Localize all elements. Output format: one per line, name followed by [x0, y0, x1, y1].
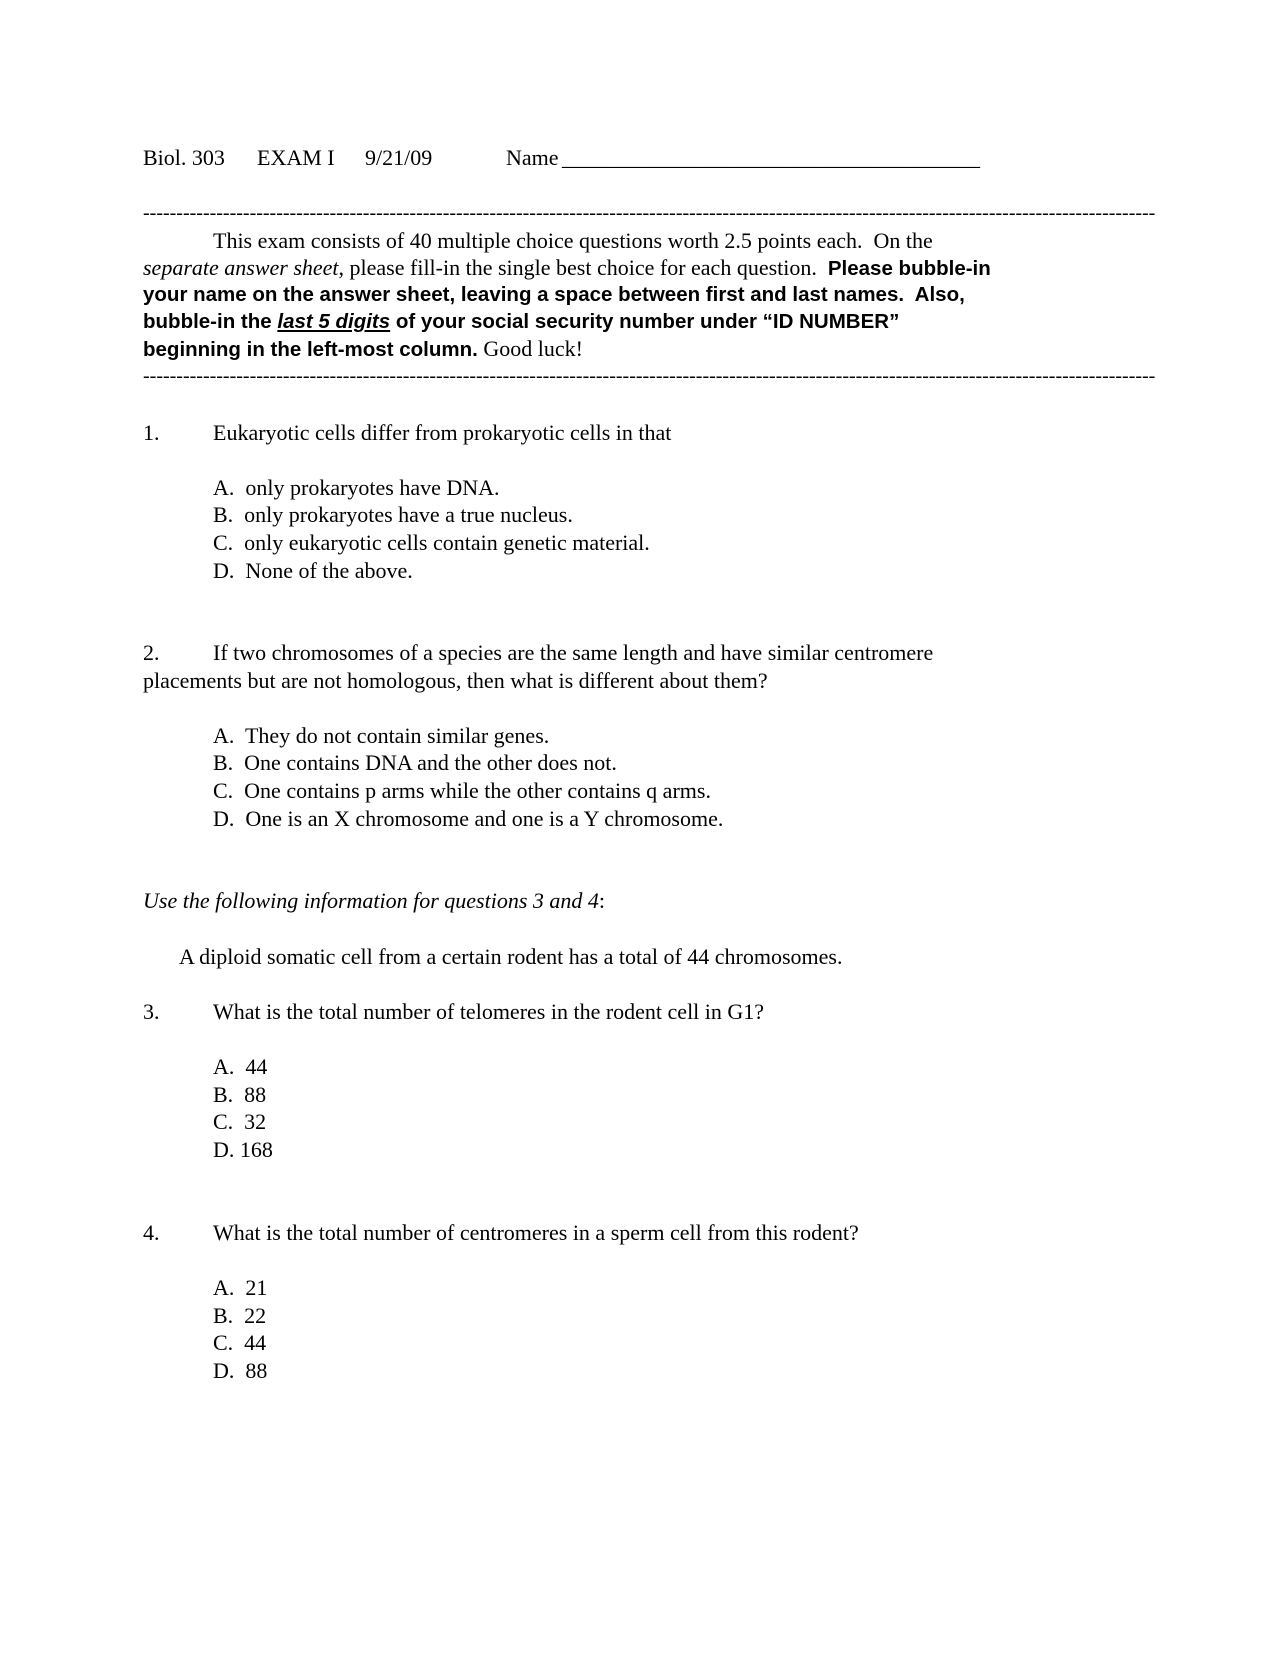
- option-c: C. 44: [213, 1330, 267, 1355]
- info-text: A diploid somatic cell from a certain rodent has a total of 44 chromosomes.: [179, 944, 843, 969]
- option-d: D. One is an X chromosome and one is a Y chromosome.: [213, 806, 724, 831]
- question-number: 4.: [143, 1220, 160, 1245]
- instructions-bold: beginning in the left-most column.: [143, 338, 478, 361]
- instructions-line-4: [143, 308, 899, 336]
- info-colon: :: [598, 888, 606, 913]
- question-text: Eukaryotic cells differ from prokaryotic cells in that: [213, 420, 672, 445]
- question-number: 2.: [143, 640, 160, 665]
- good-luck: Good luck!: [477, 336, 583, 361]
- instructions-text: , please fill-in the single best choice for each question.: [338, 255, 828, 280]
- last-digits-emphasis: last 5 digits: [277, 310, 391, 333]
- instructions-line-3: your name on the answer sheet, leaving a space between first and last names. Also,: [143, 283, 965, 306]
- option-c: C. 32: [213, 1109, 267, 1134]
- question-text-continued: placements but are not homologous, then what is different about them?: [143, 668, 768, 693]
- info-label: [143, 887, 605, 915]
- exam-label: EXAM I: [257, 145, 335, 170]
- option-b: B. One contains DNA and the other does not.: [213, 750, 617, 775]
- divider-bottom: --------------------------------------------------------------------------------------------------------------------------------------------------------: [143, 365, 1156, 387]
- question-number: 3.: [143, 999, 160, 1024]
- instructions-bold: Please bubble-in: [827, 257, 991, 280]
- option-d: D. None of the above.: [213, 558, 413, 583]
- option-c: C. One contains p arms while the other contains q arms.: [213, 778, 711, 803]
- option-a: A. only prokaryotes have DNA.: [213, 475, 500, 500]
- option-a: A. 44: [213, 1054, 268, 1079]
- answer-sheet-emphasis: separate answer sheet: [143, 255, 339, 280]
- name-label: Name: [506, 145, 559, 170]
- instructions-bold: bubble-in the: [143, 310, 278, 333]
- option-c: C. only eukaryotic cells contain genetic material.: [213, 530, 650, 555]
- option-d: D. 168: [213, 1137, 273, 1162]
- option-d: D. 88: [213, 1358, 268, 1383]
- instructions-bold: of your social security number under “ID NUMBER”: [390, 310, 900, 333]
- option-b: B. only prokaryotes have a true nucleus.: [213, 502, 573, 527]
- option-a: A. 21: [213, 1275, 268, 1300]
- question-text: If two chromosomes of a species are the same length and have similar centromere: [213, 640, 934, 665]
- option-a: A. They do not contain similar genes.: [213, 723, 550, 748]
- question-number: 1.: [143, 420, 160, 445]
- question-text: What is the total number of centromeres in a sperm cell from this rodent?: [213, 1220, 859, 1245]
- name-blank: ______________________________________: [562, 145, 980, 170]
- instructions-line-1: This exam consists of 40 multiple choice questions worth 2.5 points each. On the: [213, 228, 933, 253]
- exam-date: 9/21/09: [365, 145, 433, 170]
- option-b: B. 88: [213, 1082, 267, 1107]
- info-label-text: Use the following information for questions 3 and 4: [143, 888, 599, 913]
- instructions-line-5: [143, 335, 583, 364]
- question-text: What is the total number of telomeres in the rodent cell in G1?: [213, 999, 765, 1024]
- divider-top: --------------------------------------------------------------------------------------------------------------------------------------------------------: [143, 202, 1156, 224]
- course-label: Biol. 303: [143, 145, 225, 170]
- option-b: B. 22: [213, 1303, 267, 1328]
- instructions-line-2: [143, 254, 991, 283]
